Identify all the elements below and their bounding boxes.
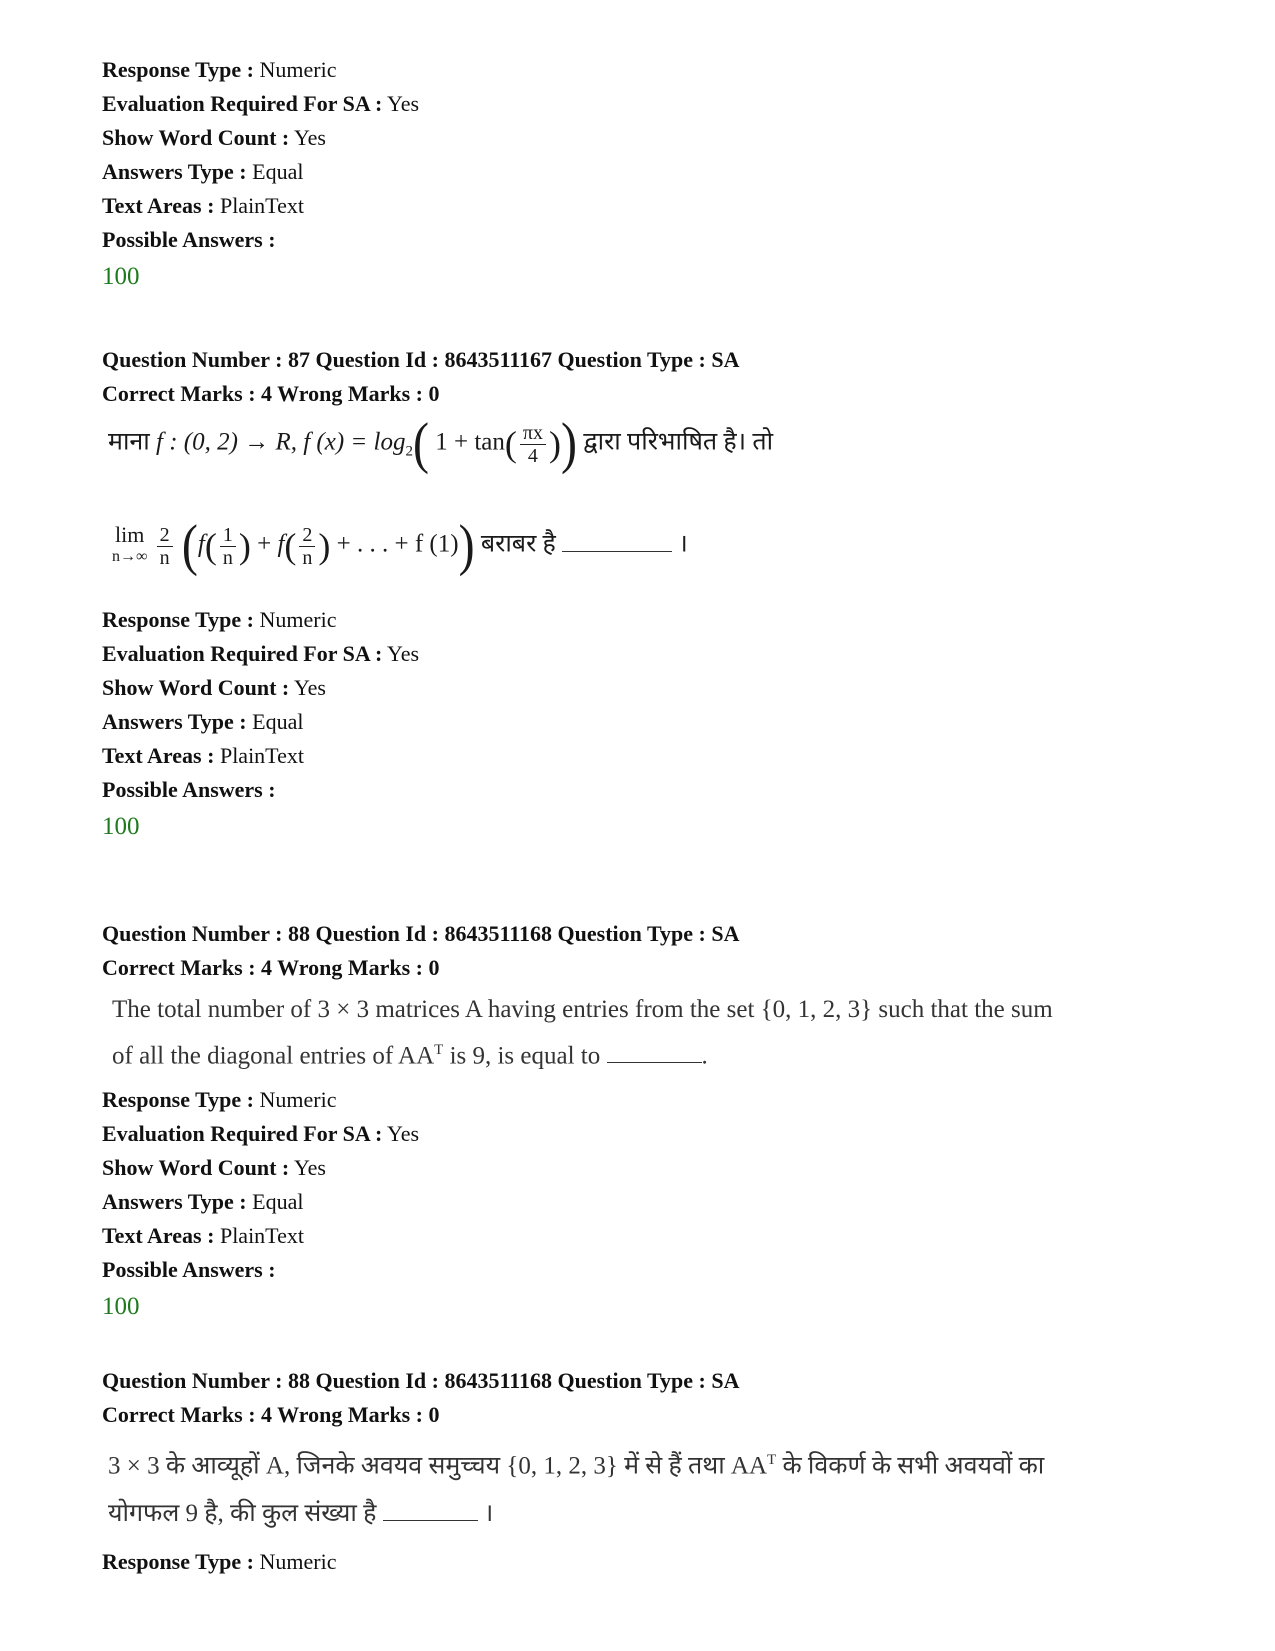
response-type-row: Response Type : Numeric bbox=[102, 607, 337, 632]
question-88-hindi-metadata bbox=[102, 1545, 336, 1579]
question-marks: Correct Marks : 4 Wrong Marks : 0 bbox=[102, 955, 440, 980]
word-count-row: Show Word Count : Yes bbox=[102, 125, 326, 150]
question-line: of all the diagonal entries of $AA^T$ is 9, is equal to . bbox=[112, 1042, 708, 1070]
question-87-header bbox=[102, 343, 739, 411]
possible-answers-row: Possible Answers : bbox=[102, 1257, 276, 1282]
answer-blank bbox=[383, 1502, 478, 1521]
answers-type-row: Answers Type : Equal bbox=[102, 1189, 304, 1214]
possible-answer-value: 100 bbox=[102, 813, 140, 840]
question-marks: Correct Marks : 4 Wrong Marks : 0 bbox=[102, 1402, 440, 1427]
question-88-header bbox=[102, 917, 739, 985]
text-areas-row: Text Areas : PlainText bbox=[102, 743, 304, 768]
answers-type-row: Answers Type : Equal bbox=[102, 159, 304, 184]
question-header: Question Number : 88 Question Id : 8643511168 Question Type : SA bbox=[102, 921, 740, 946]
possible-answer-value: 100 bbox=[102, 1293, 140, 1320]
possible-answers-row: Possible Answers : bbox=[102, 227, 276, 252]
word-count-row: Show Word Count : Yes bbox=[102, 675, 326, 700]
evaluation-row: Evaluation Required For SA : Yes bbox=[102, 1121, 420, 1146]
text-areas-row: Text Areas : PlainText bbox=[102, 193, 304, 218]
evaluation-row: Evaluation Required For SA : Yes bbox=[102, 91, 420, 116]
fraction: $\frac{2}{n}$ bbox=[157, 524, 173, 569]
question-88-hindi-text bbox=[108, 1436, 1198, 1538]
response-type-row: Response Type : Numeric bbox=[102, 57, 337, 82]
fraction: $\frac{\pi x}{4}$ bbox=[520, 422, 546, 467]
question-header: Question Number : 88 Question Id : 8643511168 Question Type : SA bbox=[102, 1368, 740, 1393]
question-line: 3 × 3 के आव्यूहों A, जिनके अवयव समुच्चय {0, 1, 2, 3} में से हैं तथा $AA^T$ के विकर्ण के सभी अवयवों का bbox=[108, 1452, 1045, 1480]
top-metadata bbox=[102, 53, 419, 297]
question-87-line2: lim n→∞ $\frac{2}{n}$ (f( $\frac{1}{n}$ ) + f( $\frac{2}{n}$ ) + . . . + f (1)) बराबर है । bbox=[112, 513, 688, 578]
answer-blank bbox=[607, 1044, 702, 1063]
answers-type-row: Answers Type : Equal bbox=[102, 709, 304, 734]
possible-answer-value: 100 bbox=[102, 263, 140, 290]
possible-answers-row: Possible Answers : bbox=[102, 777, 276, 802]
fraction: $\frac{2}{n}$ bbox=[299, 524, 315, 569]
question-88-hindi-header bbox=[102, 1364, 739, 1432]
question-88-text bbox=[112, 990, 1192, 1076]
word-count-row: Show Word Count : Yes bbox=[102, 1155, 326, 1180]
question-line: योगफल 9 है, की कुल संख्या है । bbox=[108, 1500, 494, 1528]
question-line: The total number of 3 × 3 matrices A having entries from the set {0, 1, 2, 3} such that the sum bbox=[112, 996, 1053, 1023]
evaluation-row: Evaluation Required For SA : Yes bbox=[102, 641, 420, 666]
question-88-metadata bbox=[102, 1083, 419, 1327]
response-type-row: Response Type : Numeric bbox=[102, 1087, 337, 1112]
answer-blank bbox=[562, 533, 672, 552]
limit: lim n→∞ bbox=[112, 522, 148, 565]
question-87-metadata bbox=[102, 603, 419, 847]
text-areas-row: Text Areas : PlainText bbox=[102, 1223, 304, 1248]
fraction: $\frac{1}{n}$ bbox=[220, 524, 236, 569]
question-header: Question Number : 87 Question Id : 8643511167 Question Type : SA bbox=[102, 347, 740, 372]
response-type-row: Response Type : Numeric bbox=[102, 1549, 337, 1574]
question-marks: Correct Marks : 4 Wrong Marks : 0 bbox=[102, 381, 440, 406]
question-87-line1: माना f : (0, 2) → R, f $(x) = \log_2$( 1 + tan( $\frac{\pi x}{4}$ )) द्वारा परिभाषित है। तो bbox=[108, 411, 774, 476]
